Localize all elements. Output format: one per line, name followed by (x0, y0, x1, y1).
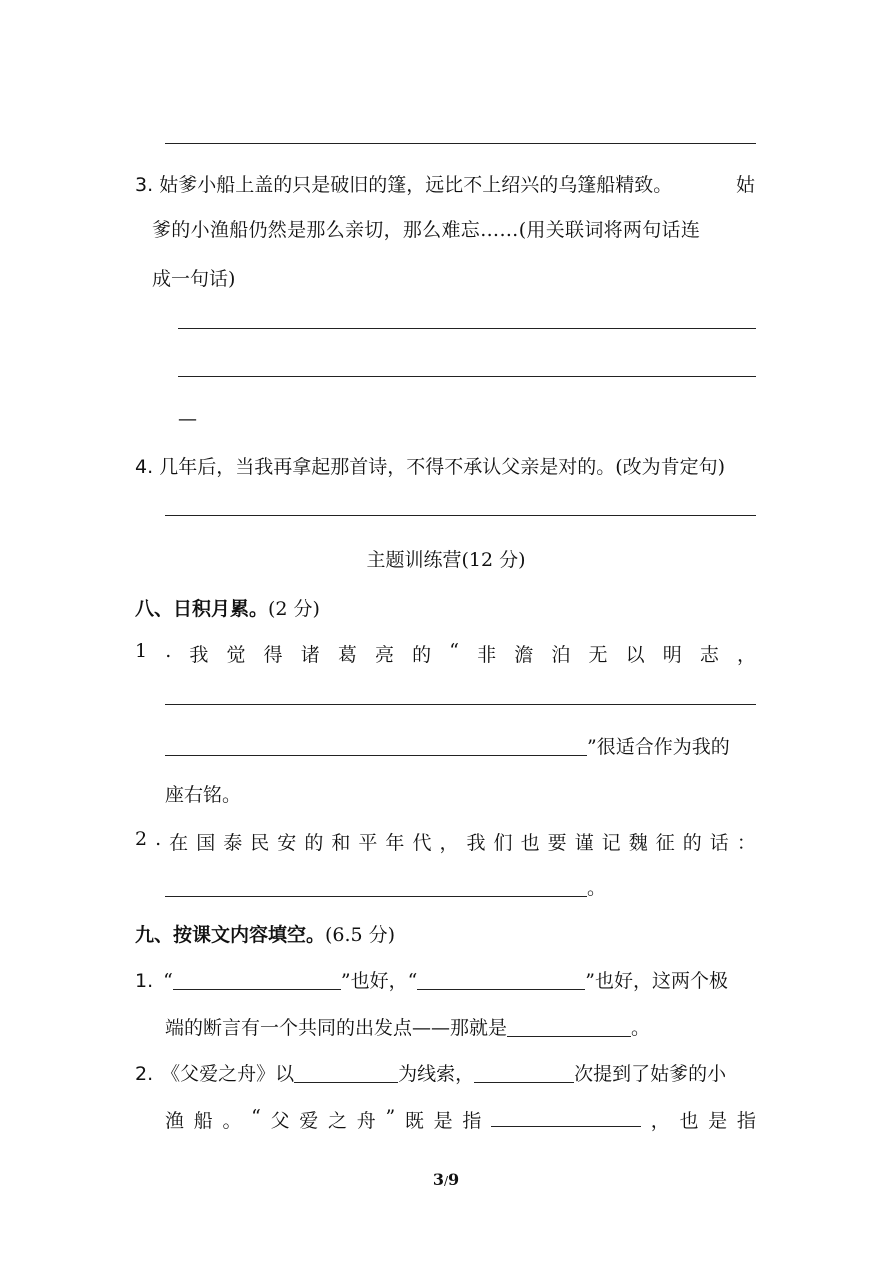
page-separator: / (443, 1174, 449, 1188)
s8-q2-char: 平 (358, 832, 378, 854)
s9-q1-mid1: ”也好，“ (340, 970, 418, 992)
q3-text-1: 姑爹小船上盖的只是破旧的篷，远比不上绍兴的乌篷船精致。 (159, 174, 673, 196)
s9-q2-line2-char: ， (650, 1110, 670, 1132)
s8-q1-char: 非 (477, 644, 497, 666)
s9-q1-line2 (165, 1013, 650, 1040)
s8-q1-char: 无 (588, 644, 608, 666)
s9-q2-line2-char: 是 (433, 1110, 453, 1132)
s8-q2-char: 谨 (574, 832, 594, 854)
s9-q2-line2-char: 指 (462, 1110, 482, 1132)
s8-q2-char: 记 (601, 832, 621, 854)
q3-line3: 成一句话) (152, 268, 236, 290)
s8-q2-char: 要 (547, 832, 567, 854)
answer-blank[interactable] (491, 1106, 641, 1127)
s9-q2-line2-char: “ (251, 1106, 261, 1128)
q4-number: 4. (135, 456, 154, 478)
s9-q2-line2-char: ” (385, 1106, 396, 1128)
s8-q1-char: 澹 (514, 644, 534, 666)
q3-number: 3. (135, 174, 154, 196)
section9-heading (135, 920, 395, 947)
s9-q2-line2-char: 爱 (299, 1110, 319, 1132)
s9-q2-line1 (135, 1059, 726, 1086)
s8-q2-char: 我 (466, 832, 486, 854)
page-number (0, 1170, 892, 1189)
s8-q2-char: 泰 (223, 832, 243, 854)
answer-line-dash: — (178, 408, 197, 430)
s8-q1-char: 1 (135, 640, 148, 662)
s8-q1-char: 诸 (300, 644, 320, 666)
answer-line[interactable] (178, 376, 756, 377)
q4-line (135, 452, 725, 479)
s8-q2-char: 征 (655, 832, 675, 854)
q3-line2: 爹的小渔船仍然是那么亲切，那么难忘……(用关联词将两句话连 (152, 219, 701, 241)
s8-q2-char: 代 (412, 832, 432, 854)
section9-score: (6.5 分) (325, 924, 396, 946)
s9-q2-number: 2. (135, 1063, 154, 1085)
s9-q1-line2-text: 端的断言有一个共同的出发点——那就是 (165, 1017, 508, 1039)
s8-q2-char: 和 (331, 832, 351, 854)
q3-line1 (135, 170, 672, 197)
s8-q1-char: 泊 (551, 644, 571, 666)
s8-q1-char: 亮 (374, 644, 394, 666)
s8-q2-line2 (165, 873, 606, 900)
s8-q2-char: 安 (277, 832, 297, 854)
s9-q2-c: 次提到了姑爹的小 (574, 1063, 727, 1085)
s9-q2-line2-char: 之 (328, 1110, 348, 1132)
s9-q2-line2-char: 既 (404, 1110, 424, 1132)
s8-q1-line1 (135, 640, 756, 667)
s8-q1-char: 明 (662, 644, 682, 666)
s9-q2-a: 《父爱之舟》以 (161, 1063, 295, 1085)
s8-q2-end: 。 (587, 877, 607, 899)
section8-heading-text: 八、日积月累。 (135, 598, 269, 620)
s8-q2-char: 魏 (628, 832, 648, 854)
answer-blank[interactable] (474, 1062, 574, 1083)
answer-blank[interactable] (507, 1016, 631, 1037)
s8-q1-char: 的 (412, 644, 432, 666)
section9-heading-text: 九、按课文内容填空。 (135, 924, 326, 946)
section-title: 主题训练营(12 分) (366, 549, 526, 571)
s8-q1-tail: ”很适合作为我的 (587, 736, 730, 758)
s8-q2-char: 民 (250, 832, 270, 854)
q3-line1-tail: 姑 (736, 174, 756, 196)
answer-line[interactable] (165, 515, 756, 516)
s8-q2-char: ： (736, 832, 756, 854)
s9-q2-line2-char: 船 (193, 1110, 213, 1132)
answer-blank[interactable] (173, 969, 341, 990)
s8-q2-char: . (155, 828, 162, 850)
answer-line[interactable] (178, 328, 756, 329)
s8-q1-last: 座右铭。 (165, 784, 242, 806)
s8-q2-char: ， (439, 832, 459, 854)
s9-q1-line1 (135, 966, 728, 993)
s8-q2-char: 的 (304, 832, 324, 854)
page-total: 9 (448, 1170, 460, 1189)
s8-q2-line1 (135, 828, 756, 855)
s8-q2-char: 国 (196, 832, 216, 854)
s9-q2-b: 为线索， (398, 1063, 475, 1085)
s9-q1-mid2: ”也好，这两个极 (585, 970, 729, 992)
q4-text: 几年后，当我再拿起那首诗，不得不承认父亲是对的。(改为肯定句) (159, 456, 726, 478)
s9-q2-line2-char: 。 (222, 1110, 242, 1132)
s8-q2-char: 2 (135, 828, 148, 850)
s8-q2-char: 在 (169, 832, 189, 854)
s9-q1-open: “ (163, 970, 173, 992)
s8-q1-char: . (165, 640, 172, 662)
s9-q2-line2-char: 父 (270, 1110, 290, 1132)
s8-q1-char: 以 (625, 644, 645, 666)
s9-q2-line2-char: 指 (736, 1110, 756, 1132)
s9-q2-line2-char: 渔 (165, 1110, 185, 1132)
s8-q1-char: 志 (699, 644, 719, 666)
answer-line[interactable] (165, 704, 756, 705)
s8-q2-char: 们 (493, 832, 513, 854)
s9-q2-line2 (165, 1106, 756, 1133)
s8-q1-char: 得 (263, 644, 283, 666)
page-current: 3 (432, 1170, 444, 1189)
s8-q1-char: “ (449, 640, 459, 662)
s8-q1-char: 葛 (337, 644, 357, 666)
s9-q2-line2-char: 舟 (356, 1110, 376, 1132)
s8-q2-char: 年 (385, 832, 405, 854)
s8-q1-line3 (165, 732, 730, 759)
s8-q2-char: 的 (682, 832, 702, 854)
s8-q1-char: ， (736, 644, 756, 666)
answer-blank[interactable] (294, 1062, 398, 1083)
answer-blank[interactable] (165, 735, 587, 756)
s9-q1-number: 1. (135, 970, 154, 992)
section8-score: (2 分) (268, 598, 320, 620)
answer-line[interactable] (165, 143, 756, 144)
s8-q2-char: 也 (520, 832, 540, 854)
s9-q1-end: 。 (631, 1017, 651, 1039)
s9-q2-line2-char: 也 (679, 1110, 699, 1132)
s8-q2-char: 话 (709, 832, 729, 854)
answer-blank[interactable] (417, 969, 585, 990)
answer-blank[interactable] (165, 876, 587, 897)
s8-q1-char: 觉 (226, 644, 246, 666)
section8-heading (135, 594, 320, 621)
s9-q2-line2-char: 是 (708, 1110, 728, 1132)
s8-q1-char: 我 (189, 644, 209, 666)
